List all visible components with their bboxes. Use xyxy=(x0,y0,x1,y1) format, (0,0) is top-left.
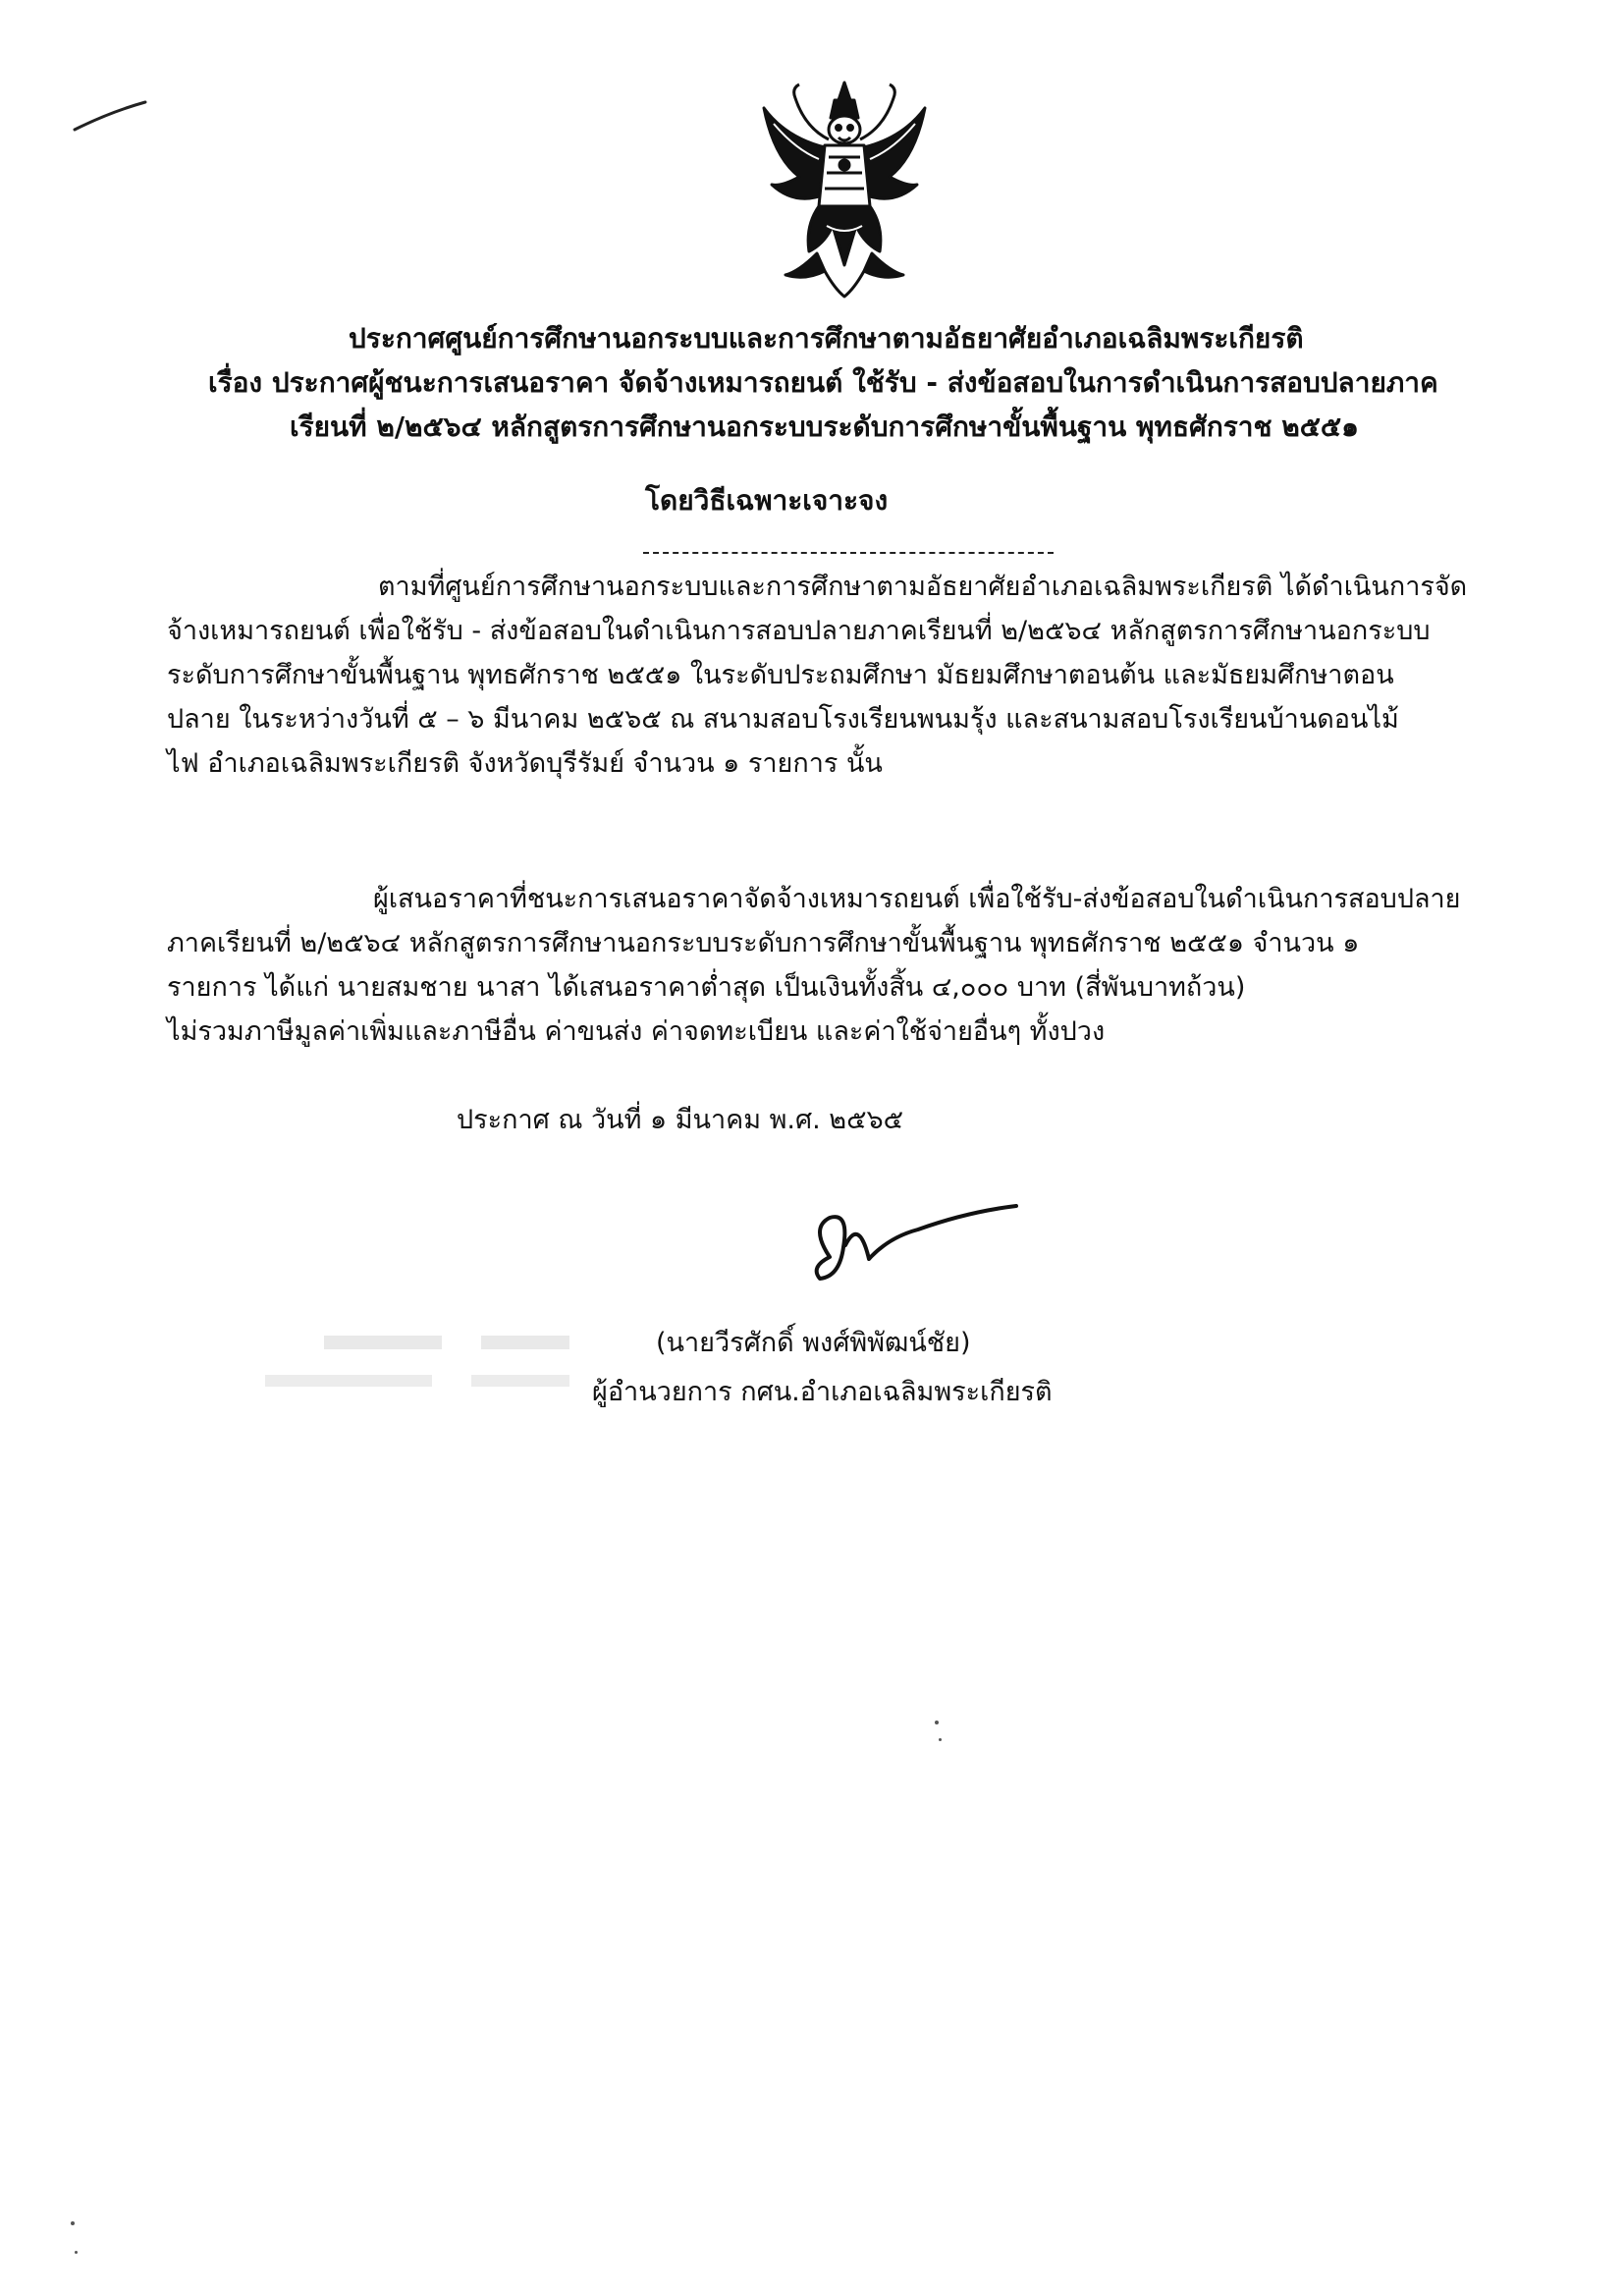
paragraph-1-line: จ้างเหมารถยนต์ เพื่อใช้รับ - ส่งข้อสอบในดำเนินการสอบปลายภาคเรียนที่ ๒/๒๕๖๔ หลักสูตรการศึกษานอกระบบ xyxy=(167,616,1431,646)
garuda-emblem-icon xyxy=(756,79,933,300)
pen-stroke-mark xyxy=(71,98,149,137)
paragraph-2-line: ผู้เสนอราคาที่ชนะการเสนอราคาจัดจ้างเหมารถยนต์ เพื่อใช้รับ-ส่งข้อสอบในดำเนินการสอบปลาย xyxy=(373,884,1461,914)
header-line-1: ประกาศศูนย์การศึกษานอกระบบและการศึกษาตามอัธยาศัยอำเภอเฉลิมพระเกียรติ xyxy=(349,322,1304,355)
paragraph-2-line: ไม่รวมภาษีมูลค่าเพิ่มและภาษีอื่น ค่าขนส่ง ค่าจดทะเบียน และค่าใช้จ่ายอื่นๆ ทั้งปวง xyxy=(167,1016,1106,1047)
header-subject-line: เรื่อง ประกาศผู้ชนะการเสนอราคา จัดจ้างเหมารถยนต์ ใช้รับ - ส่งข้อสอบในการดำเนินการสอบปลายภาค xyxy=(208,366,1438,399)
signer-title: ผู้อำนวยการ กศน.อำเภอเฉลิมพระเกียรติ xyxy=(592,1377,1053,1407)
handwritten-signature xyxy=(800,1188,1026,1296)
header-method-line: โดยวิธีเฉพาะเจาะจง xyxy=(645,484,889,517)
paragraph-1 xyxy=(167,565,1522,786)
announcement-date: ประกาศ ณ วันที่ ๑ มีนาคม พ.ศ. ๒๕๖๕ xyxy=(457,1105,904,1135)
paragraph-2-line: รายการ ได้แก่ นายสมชาย นาสา ได้เสนอราคาต่ำสุด เป็นเงินทั้งสิ้น ๔,๐๐๐ บาท (สี่พันบาทถ้วน) xyxy=(167,972,1246,1003)
paragraph-2-line: ภาคเรียนที่ ๒/๒๕๖๔ หลักสูตรการศึกษานอกระบบระดับการศึกษาขั้นพื้นฐาน พุทธศักราช ๒๕๕๑ จำนวน ๑ xyxy=(167,928,1360,958)
paragraph-1-line: ปลาย ในระหว่างวันที่ ๕ – ๖ มีนาคม ๒๕๖๕ ณ สนามสอบโรงเรียนพนมรุ้ง และสนามสอบโรงเรียนบ้านดอนไม้ xyxy=(167,704,1399,735)
header-divider xyxy=(643,552,1054,554)
scan-speck xyxy=(71,2221,75,2225)
scan-speck xyxy=(935,1721,939,1724)
paragraph-1-line: ตามที่ศูนย์การศึกษานอกระบบและการศึกษาตามอัธยาศัยอำเภอเฉลิมพระเกียรติ ได้ดำเนินการจัด xyxy=(378,572,1468,602)
scan-speck xyxy=(939,1738,942,1741)
signer-name: (นายวีรศักดิ์ พงศ์พิพัฒน์ชัย) xyxy=(656,1328,971,1358)
paragraph-1-line: ระดับการศึกษาขั้นพื้นฐาน พุทธศักราช ๒๕๕๑ ในระดับประถมศึกษา มัธยมศึกษาตอนต้น และมัธยมศึกษาตอน xyxy=(167,660,1394,690)
paragraph-2 xyxy=(167,877,1522,1054)
scan-speck xyxy=(75,2251,78,2254)
header-line-3: เรียนที่ ๒/๒๕๖๔ หลักสูตรการศึกษานอกระบบระดับการศึกษาขั้นพื้นฐาน พุทธศักราช ๒๕๕๑ xyxy=(290,410,1359,443)
paragraph-1-line: ไฟ อำเภอเฉลิมพระเกียรติ จังหวัดบุรีรัมย์ จำนวน ๑ รายการ นั้น xyxy=(167,748,883,779)
faint-stamp-mark xyxy=(255,1326,579,1404)
